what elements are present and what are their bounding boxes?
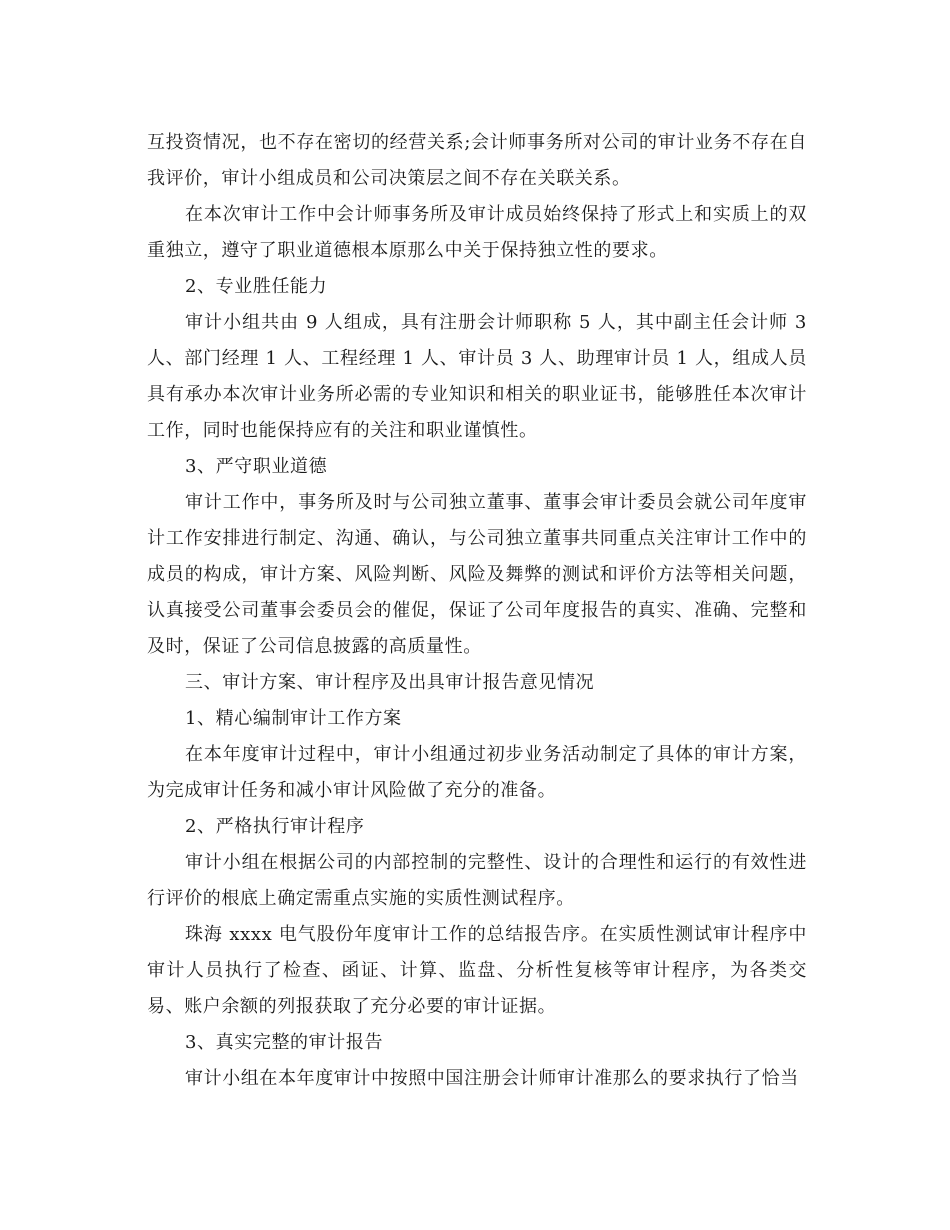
paragraph-ethics-details: 审计工作中，事务所及时与公司独立董事、董事会审计委员会就公司年度审计工作安排进行制定、沟通、确认，与公司独立董事共同重点关注审计工作中的成员的构成，审计方案、风险判断、风险及舞弊的测试和评价方法等相关问题，认真接受公司董事会委员会的催促，保证了公司年度报告的真实、准确、完整和及时，保证了公司信息披露的高质量性。	[147, 492, 807, 657]
heading-section-three: 三、审计方案、审计程序及出具审计报告意见情况	[185, 672, 595, 693]
paragraph-audit-report: 审计小组在本年度审计中按照中国注册会计师审计准那么的要求执行了恰当	[185, 1068, 799, 1089]
paragraph-audit-plan: 在本年度审计过程中，审计小组通过初步业务活动制定了具体的审计方案，为完成审计任务和减小审计风险做了充分的准备。	[147, 744, 807, 801]
paragraph-team-composition: 审计小组共由 9 人组成，具有注册会计师职称 5 人，其中副主任会计师 3 人、部门经理 1 人、工程经理 1 人、审计员 3 人、助理审计员 1 人，组成人员具有承办本次审计业务所必需的专业知识和相关的职业证书，能够胜任本次审计工作，同时也能保持应有的关注和职业谨慎性。	[147, 312, 807, 441]
heading-audit-report: 3、真实完整的审计报告	[185, 1032, 384, 1053]
document-body	[147, 125, 807, 1097]
heading-audit-procedures: 2、严格执行审计程序	[185, 816, 365, 837]
paragraph-internal-control: 审计小组在根据公司的内部控制的完整性、设计的合理性和运行的有效性进行评价的根底上确定需重点实施的实质性测试程序。	[147, 852, 807, 909]
paragraph-independence-continued: 互投资情况，也不存在密切的经营关系;会计师事务所对公司的审计业务不存在自我评价，审计小组成员和公司决策层之间不存在关联关系。	[147, 132, 807, 189]
paragraph-dual-independence: 在本次审计工作中会计师事务所及审计成员始终保持了形式上和实质上的双重独立，遵守了职业道德根本原那么中关于保持独立性的要求。	[147, 204, 807, 261]
paragraph-substantive-testing: 珠海 xxxx 电气股份年度审计工作的总结报告序。在实质性测试审计程序中审计人员执行了检查、函证、计算、监盘、分析性复核等审计程序，为各类交易、账户余额的列报获取了充分必要的审计证据。	[147, 924, 807, 1017]
heading-professional-competence: 2、专业胜任能力	[185, 276, 328, 297]
heading-audit-plan: 1、精心编制审计工作方案	[185, 708, 402, 729]
heading-professional-ethics: 3、严守职业道德	[185, 456, 328, 477]
